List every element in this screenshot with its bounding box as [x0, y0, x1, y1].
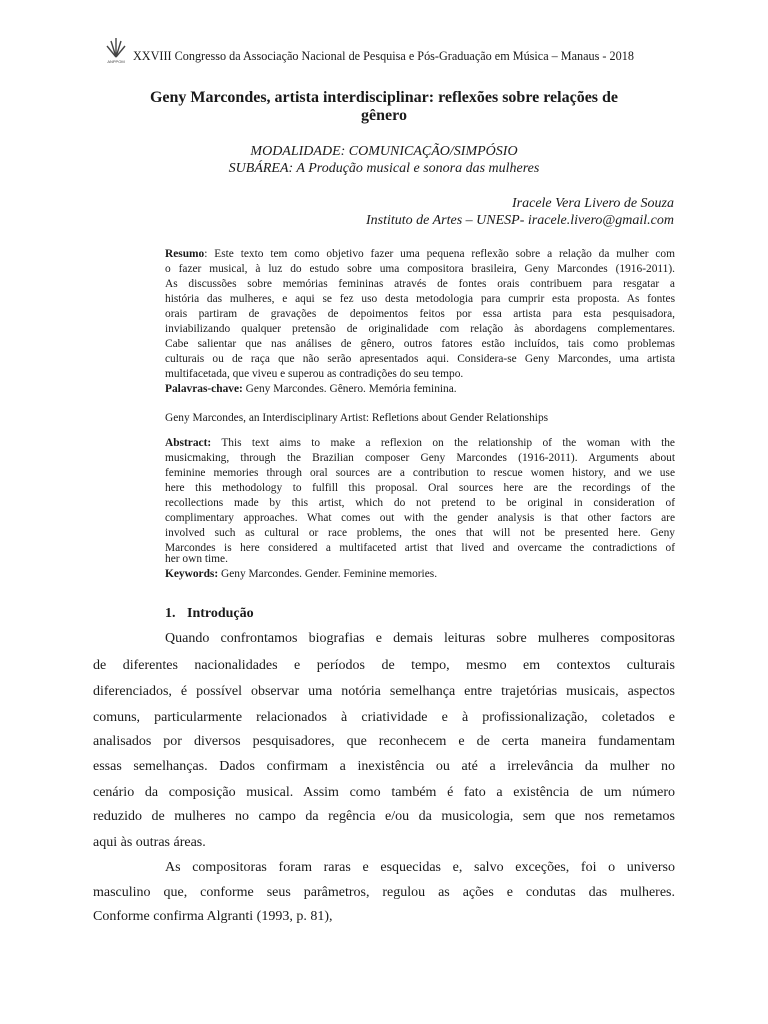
english-title: Geny Marcondes, an Interdisciplinary Artist: Refletions about Gender Relationships: [165, 412, 549, 424]
abstract-line: Abstract: This text aims to make a reflexion on the relationship of the woman with the: [165, 437, 675, 449]
abstract-line: recollections made by this artist, which do not pretend to be original in consideration of: [165, 497, 675, 509]
conference-header: XXVIII Congresso da Associação Nacional de Pesquisa e Pós-Graduação em Música – Manaus - 2018: [133, 49, 634, 63]
resumo-line: culturais ou de raça que não serão apresentados aqui. Considera-se Geny Marcondes, uma artista: [165, 353, 675, 365]
palavras-chave-label: Palavras-chave:: [165, 383, 243, 395]
abstract-label: Abstract:: [165, 437, 212, 449]
body-line: As compositoras foram raras e esquecidas e, salvo exceções, foi o universo: [165, 860, 675, 875]
palavras-chave: Palavras-chave: Geny Marcondes. Gênero. Memória feminina.: [165, 383, 457, 395]
abstract-line: here this methodology to fulfill this proposal. Oral sources here are the recordings of the: [165, 482, 675, 494]
body-line: diferenciados, é possível observar uma notória semelhança entre trajetórias musicais, aspectos: [93, 684, 675, 699]
abstract-line: complimentary approaches. What comes out with the gender analysis is that other factors are: [165, 512, 675, 524]
resumo-line: As discussões sobre memórias femininas através de fontes orais contribuem para resgatar a: [165, 278, 675, 290]
body-line: de diferentes nacionalidades e períodos de tempo, mesmo em contextos culturais: [93, 658, 675, 673]
abstract-line: involved such as cultural or race problems, the ones that will not be presented here. Geny: [165, 527, 675, 539]
author-affiliation: Instituto de Artes – UNESP- iracele.livero@gmail.com: [366, 213, 674, 228]
paper-title-line-2: gênero: [361, 107, 407, 124]
resumo-line: orais partiram de gravações de depoimentos feitos por essa artista para esta pesquisadora,: [165, 308, 675, 320]
abstract-line: Marcondes is here considered a multifaceted artist that lived and overcame the contradictions of: [165, 542, 675, 554]
modalidade: MODALIDADE: COMUNICAÇÃO/SIMPÓSIO: [250, 144, 518, 159]
resumo-line: Resumo: Este texto tem como objetivo fazer uma pequena reflexão sobre a relação da mulher com: [165, 248, 675, 260]
keywords-label: Keywords:: [165, 568, 219, 580]
body-line: essas semelhanças. Dados confirmam a inexistência ou até a irrelevância da mulher no: [93, 759, 675, 774]
logo-text: ANPPOM: [107, 59, 125, 64]
paper-title-line-1: Geny Marcondes, artista interdisciplinar: reflexões sobre relações de: [149, 89, 619, 106]
keywords: Keywords: Geny Marcondes. Gender. Feminine memories.: [165, 568, 438, 580]
body-line: reduzido de mulheres no campo da regência e/ou da musicologia, sem que nos remetamos: [93, 809, 675, 824]
section-number: 1.: [165, 606, 176, 621]
subarea: SUBÁREA: A Produção musical e sonora das mulheres: [228, 161, 540, 176]
resumo-label: Resumo: [165, 248, 205, 260]
resumo-line: história das mulheres, e aqui se fez uso desta metodologia para cumprir esta proposta. As fontes: [165, 293, 675, 305]
resumo-line: Cabe salientar que nas análises de gênero, outros fatores estão incluídos, tais como problemas: [165, 338, 675, 350]
resumo-line: o fazer musical, à luz do estudo sobre uma compositora brasileira, Geny Marcondes (1916-2011).: [165, 263, 675, 275]
abstract-line: musicmaking, through the Brazilian composer Geny Marcondes (1916-2011). Arguments about: [165, 452, 675, 464]
resumo-line: multifacetada, que viveu e superou as contradições do seu tempo.: [165, 368, 464, 380]
body-line: analisados por diversos pesquisadores, que reconhecem e de certa maneira fundamentam: [93, 734, 675, 749]
body-line: Conforme confirma Algranti (1993, p. 81),: [93, 909, 333, 924]
section-title: Introdução: [187, 606, 254, 621]
author-name: Iracele Vera Livero de Souza: [512, 196, 674, 211]
body-line: aqui às outras áreas.: [93, 835, 206, 850]
body-line: Quando confrontamos biografias e demais leituras sobre mulheres compositoras: [165, 631, 675, 646]
abstract-line: her own time.: [165, 553, 228, 565]
body-line: masculino que, conforme seus parâmetros, regulou as ações e condutas das mulheres.: [93, 885, 675, 900]
body-line: comuns, particularmente relacionados à criatividade e à profissionalização, coletados e: [93, 710, 675, 725]
abstract-line: feminine memories through oral sources are a contribution to rescue women history, and we use: [165, 467, 675, 479]
resumo-line: inviabilizando qualquer pretensão de originalidade com relação às abordagens complementares.: [165, 323, 675, 335]
body-line: cenário da composição musical. Assim como também é fato a existência de um número: [93, 785, 675, 800]
anppom-logo: [104, 36, 128, 64]
